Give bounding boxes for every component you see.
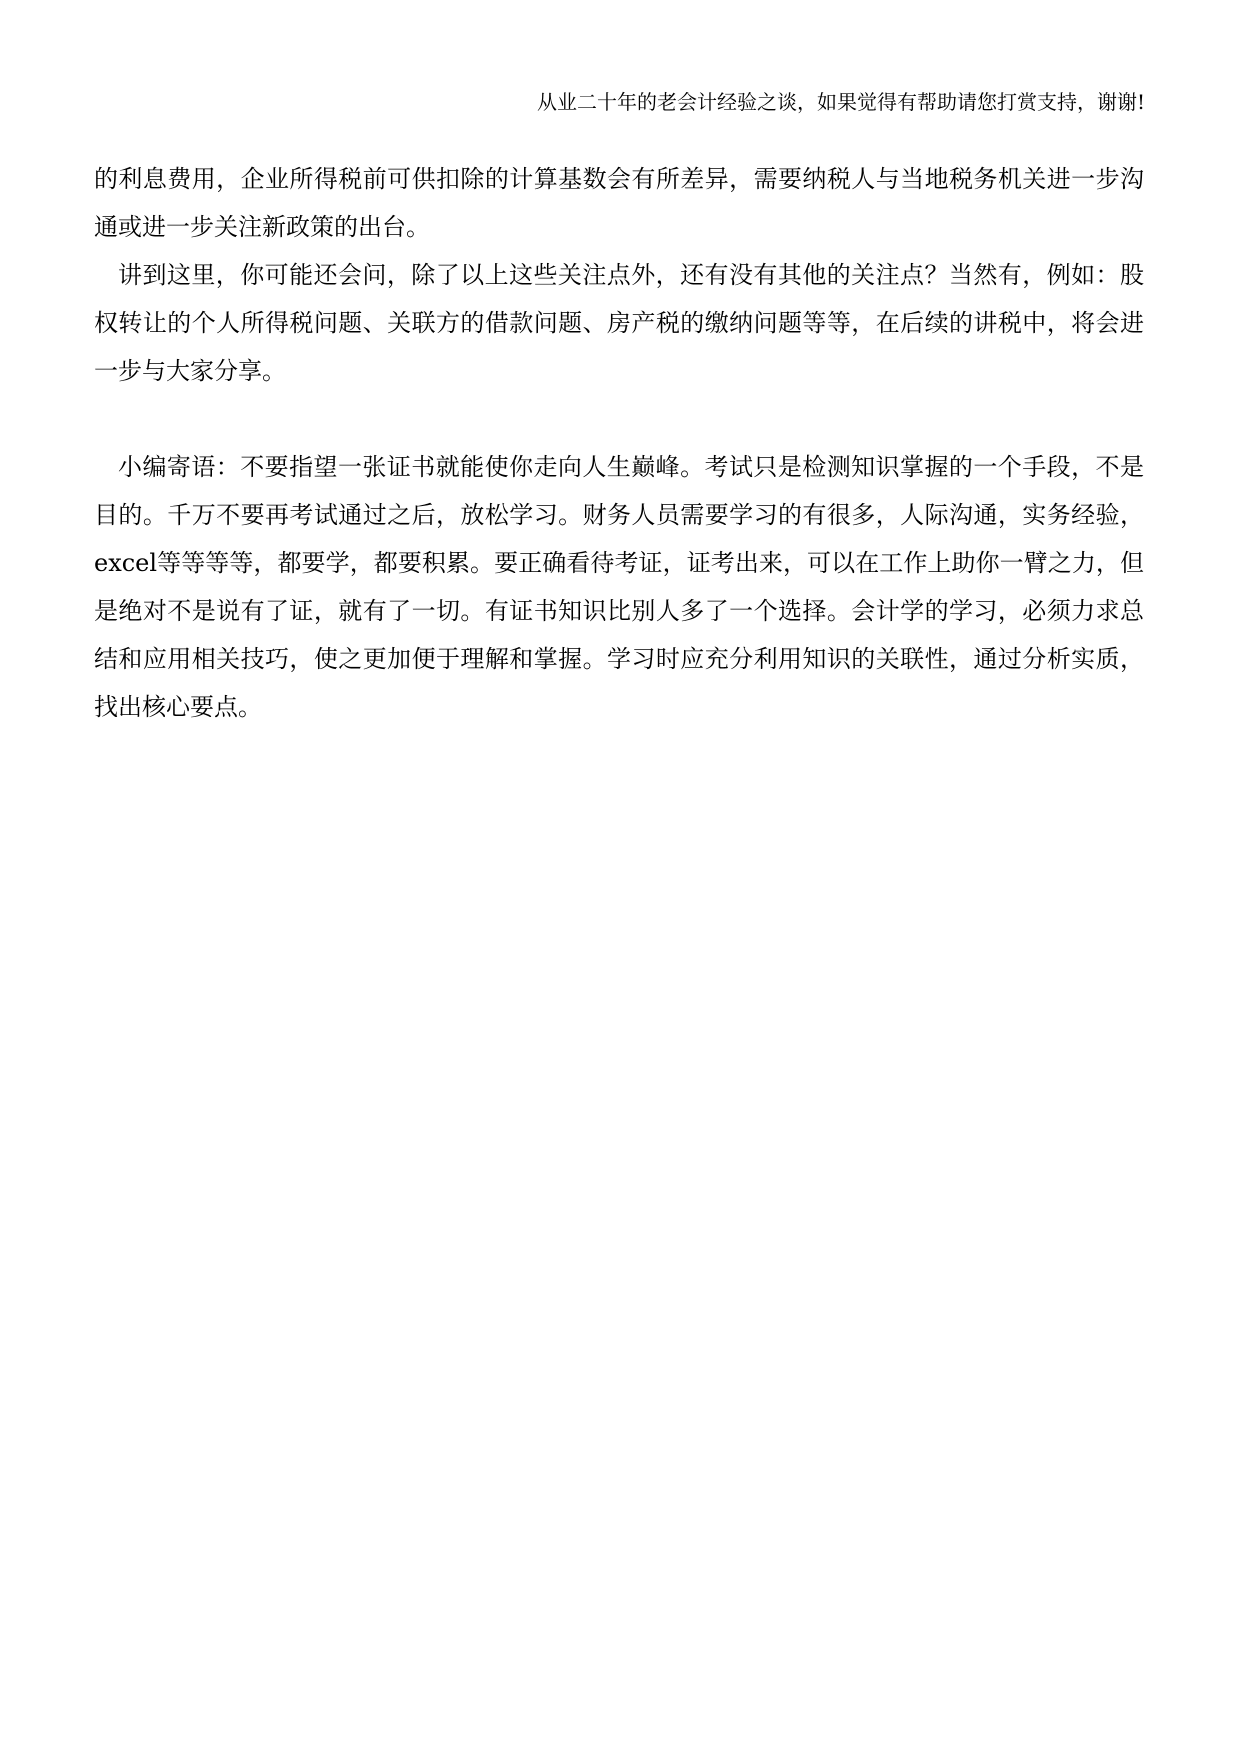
header-note: 从业二十年的老会计经验之谈，如果觉得有帮助请您打赏支持，谢谢! <box>536 90 1145 114</box>
paragraph-continuation: 的利息费用，企业所得税前可供扣除的计算基数会有所差异，需要纳税人与当地税务机关进一步沟通或进一步关注新政策的出台。 <box>94 165 1144 241</box>
paragraph-editor-note: 小编寄语：不要指望一张证书就能使你走向人生巅峰。考试只是检测知识掌握的一个手段，不是目的。千万不要再考试通过之后，放松学习。财务人员需要学习的有很多，人际沟通，实务经验，excel等等等等，都要学，都要积累。要正确看待考证，证考出来，可以在工作上助你一臂之力，但是绝对不是说有了证，就有了一切。有证书知识比别人多了一个选择。会计学的学习，必须力求总结和应用相关技巧，使之更加便于理解和掌握。学习时应充分利用知识的关联性，通过分析实质，找出核心要点。 <box>94 453 1144 721</box>
document-body <box>94 155 1144 731</box>
paragraph-other-concerns: 讲到这里，你可能还会问，除了以上这些关注点外，还有没有其他的关注点？当然有，例如：股权转让的个人所得税问题、关联方的借款问题、房产税的缴纳问题等等，在后续的讲税中，将会进一步与大家分享。 <box>94 261 1144 385</box>
paragraph-spacer <box>94 395 1144 443</box>
